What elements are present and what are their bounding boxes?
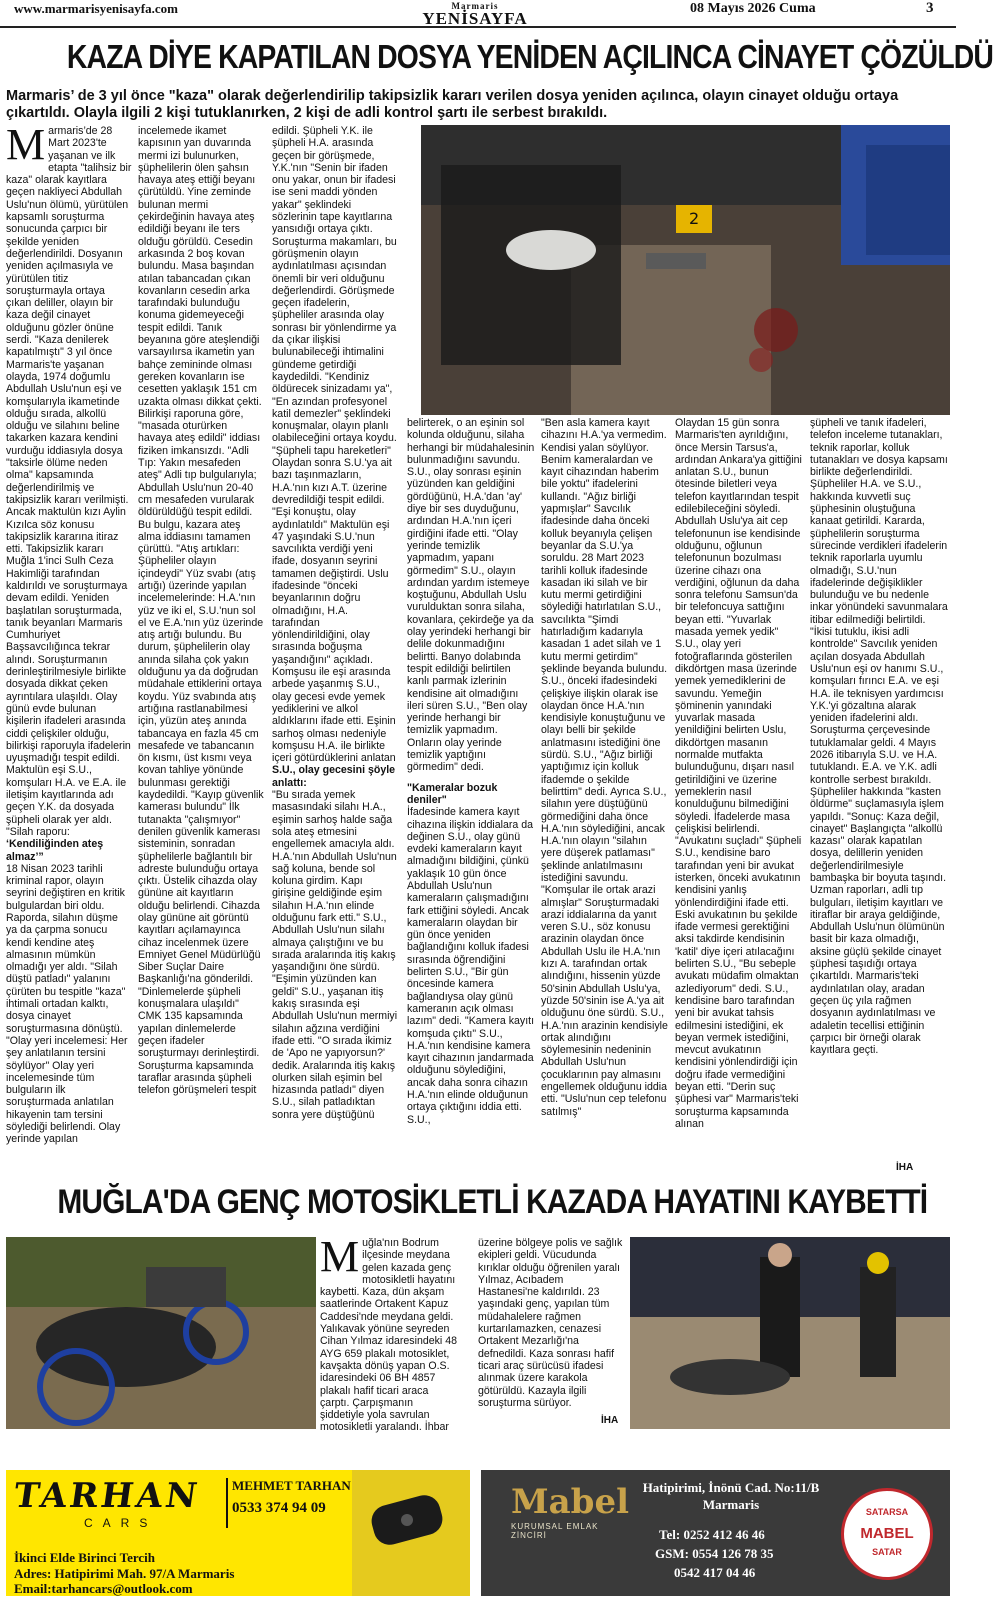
tarhan-phone[interactable]: 0533 374 94 09 bbox=[232, 1500, 326, 1516]
article1-col4b-text: İfadesinde kamera kayıt cihazına ilişkin iddialara da değinen S.U., olay günü evdeki kameraların kayıt almadığını bildiğini, çünkü yaklaşık 10 gün önce Abdullah Uslu'nun kameraların çalışmadığını fark ettiğini söyledi. Ancak kameraların olaydan bir gün önce yeniden bağlandığını kolluk ifadesi sırasında öğrendiğini belirten S.U., "Bir gün öncesinde kamera bağlandıysa olay günü kameranın açık olması lazım" dedi. "Kamera kayıtı komşuda çıktı" S.U., H.A.'nın kendisine kamera kayıt cihazının jandarmada olduğunu söylediğini, ancak daha sonra cihazın H.A.'nın elinde olduğunun ortaya çıktığını iddia etti. S.U., bbox=[407, 806, 535, 1126]
article1-column-6 bbox=[675, 417, 803, 1175]
crime-scene-photo bbox=[421, 125, 950, 415]
article1-col3b-text: "Bu sırada yemek masasındaki silahı H.A., eşimin sarhoş halde sağa sola ateş etmesini engellemek amacıyla aldı. H.A.'nın Abdullah Uslu'nun sağ koluna, bende sol koluna girdim. Kapı girişine geldiğinde eşim silahın H.A.'nın elinde olduğunu fark etti." S.U., Abdullah Uslu'nun silahı almaya çalıştığını ve bu sırada aralarında itiş kakış yaşandığını öne sürdü. "Eşimin yüzünden kan geldi" S.U., yaşanan itiş kakış sırasında eşi Abdullah Uslu'nun mermiyi silahın ağzına verdiğini ifade etti. "O sırada ikimiz de 'Apo ne yapıyorsun?' dedik. Aralarında itiş kakış olurken silah eşimin bel hizasında patladı" diyen S.U., silah patladıktan sonra yere düştüğünü bbox=[272, 789, 398, 1121]
article1-column-7 bbox=[810, 417, 950, 1162]
article1-column-2 bbox=[138, 125, 264, 1175]
mabel-logo bbox=[511, 1482, 631, 1540]
page-number: 3 bbox=[926, 0, 934, 16]
article1-col4-text: belirterek, o an eşinin sol kolunda olduğunu, silaha herhangi bir müdahalesinin bulunmadığını savundu. S.U., olay sonrası eşinin yüzünden kan geldiğini gördüğünü, H.A.'dan 'ay' diye bir ses duyduğunu, ardından H.A.'nın içeri girdiğini ifade etti. "Olay yerinde temizlik yapmadım, yapanı görmedim" S.U., olayın ardından yardım istemeye koştuğunu, Abdullah Uslu vurulduktan sonra silaha, kovanlara, çekirdeğe ya da olay yerindeki herhangi bir delile dokunmadığını belirtti. Banyo dolabında tespit edildiği belirtilen kanlı parmak izlerinin kendisine ait olmadığını ileri süren S.U., "Ben olay yerinde herhangi bir temizlik yapmadım. Onların olay yerinde temizlik yaptığını görmedim" dedi. bbox=[407, 417, 535, 774]
article2-column-1 bbox=[320, 1232, 458, 1434]
article1-col1-text: armaris’de 28 Mart 2023'te yaşanan ve ilk etapta "talihsiz bir kaza" olarak kayıtlara geçen nakliyeci Abdullah Uslu'nun ölümü, yürütülen kapsamlı soruşturma sonucunda çarpıcı bir şekilde yeniden değerlendirildi. Dosyanın yeniden açılmasıyla ve yürütülen titiz soruşturmayla ortaya çıkan deliller, olayın bir kaza değil cinayet olduğunu gözler önüne serdi. "Kaza denilerek kapatılmıştı" 3 yıl önce Marmaris'te yaşanan olayda, 1974 doğumlu Abdullah Uslu'nun eşi ve komşularıyla ikametinde olduğu sırada, alkollü olduğu ve silahını beline takarken kazara kendini vurduğu iddiasıyla dosya "taksirle ölüme neden olma" kapsamında değerlendirilmiş ve takipsizlik kararı verilmişti. Ancak maktulün kızı Aylin Kızılca söz konusu takipsizlik kararına itiraz etti. Takipsizlik kararı Muğla 1'inci Sulh Ceza Hakimliği tarafından kaldırıldı ve soruşturmaya devam edildi. Yeniden başlatılan soruşturmada, tanık beyanları Marmaris Cumhuriyet Başsavcılığınca tekrar alındı. Soruşturmanın derinleştirilmesiyle birlikte dosyada dikkat çeken ayrıntılara ulaşıldı. Olay günü evde bulunan kişilerin ifadeleri arasında ciddi çelişkiler olduğu, bilirkişi raporuyla ifadelerin uyuşmadığı tespit edildi. Maktulün eşi S.U., komşuları H.A. ve E.A. ile iletişim kayıtlarında adı geçen Y.K. da dosyada şüpheli olarak yer aldı. "Silah raporu: bbox=[6, 125, 132, 838]
masthead-title: YENİSAYFA bbox=[422, 9, 528, 28]
masthead-small: Marmaris bbox=[451, 1, 499, 11]
svg-text:2: 2 bbox=[689, 209, 700, 228]
mabel-tel[interactable]: Tel: 0252 412 46 46 bbox=[659, 1527, 765, 1542]
car-key-icon bbox=[352, 1470, 470, 1596]
mabel-address-1: Hatipirimi, İnönü Cad. No:11/B bbox=[642, 1480, 820, 1495]
motorcycle-crash-photo bbox=[6, 1237, 316, 1429]
mabel-gsm-2[interactable]: 0542 417 04 46 bbox=[674, 1565, 756, 1580]
drop-cap-2: M bbox=[320, 1232, 360, 1281]
article1-column-4 bbox=[407, 417, 535, 1175]
mabel-brand-sub: KURUMSAL EMLAK ZİNCİRİ bbox=[511, 1522, 599, 1540]
seal-bottom-text: SATAR bbox=[872, 1547, 902, 1557]
article1-subhead-1: ‘Kendiliğinden ateş almaz’” bbox=[6, 838, 104, 863]
tarhan-cars-ad[interactable] bbox=[6, 1470, 470, 1596]
tarhan-brand: TARHAN bbox=[11, 1476, 203, 1516]
article1-headline: KAZA DİYE KAPATILAN DOSYA YENİDEN AÇILINCA CİNAYET ÇÖZÜLDÜ bbox=[66, 38, 993, 75]
article1-subhead-3: "Kameralar bozuk deniler" bbox=[407, 781, 498, 806]
mabel-ad[interactable] bbox=[481, 1470, 950, 1596]
article1-col7-text: şüpheli ve tanık ifadeleri, telefon inceleme tutanakları, teknik raporlar, kolluk tutanakları ve dosya kapsamı birlikte değerlendirildi. Şüpheliler H.A. ve S.U., hakkında kuvvetli suç şüphesinin oluştuğuna kanaat getirildi. Kararda, şüphelilerin soruşturma sürecinde verdikleri ifadelerin teknik raporlarla uyumlu olmadığı, S.U.'nun ifadelerinde değişiklikler bulunduğu ve bu nedenle inkar yönündeki savunmalara itibar edilmediği belirtildi. "İkisi tutuklu, ikisi adli kontrolde" Savcılık yeniden açılan dosyada Abdullah Uslu'nun eşi ov hanımı S.U., komşuları fırıncı E.A. ve eşi H.A. ile teknisyen yardımcısı Y.K.'yi gözaltına alarak yeniden ifadelerini aldı. Soruşturma çerçevesinde tutuklamalar geldi. 4 Mayıs 2026 itibarıyla S.U. ve H.A. tutuklandı. E.A. ve Y.K. adli kontrolle serbest bırakıldı. Şüpheliler hakkında "kasten öldürme" suçlamasıyla işlem yapıldı. "Sonuç: Kaza değil, cinayet" Başlangıçta "alkollü kazası" olarak kapatılan dosya, delillerin yeniden değerlendirilmesiyle bambaşka bir boyuta taşındı. Uzman raporları, adli tıp bulguları, iletişim kayıtları ve itiraflar bir araya geldiğinde, Abdullah Uslu'nun ölümünün basit bir kaza olmadığı, aksine güçlü şekilde cinayet şüphesi taşıdığı ortaya çıkartıldı. Marmaris'teki aydınlatılan olay, aradan geçen üç yıla rağmen dosyanın aydınlatılması ve adaletin tecellisi ettiğinin çarpıcı bir örneği olarak kayıtlara geçti. bbox=[810, 417, 948, 1057]
site-url[interactable]: www.marmarisyenisayfa.com bbox=[14, 1, 178, 16]
tarhan-address: Adres: Hatipirimi Mah. 97/A Marmaris bbox=[14, 1566, 235, 1581]
article2-col2-text: üzerine bölgeye polis ve sağlık ekipleri geldi. Vücudunda kırıklar olduğu öğrenilen yaralı Yılmaz, Acıbadem Hastanesi'ne kaldırıldı. 23 yaşındaki genç, yapılan tüm müdahalelere rağmen kurtarılamazken, cenazesi Ortakent Mezarlığı'na defnedildi. Kaza sonrası hafif ticari araç sürücüsü ifadesi alınmak üzere karakola götürüldü. Kazayla ilgili soruşturma sürüyor. bbox=[478, 1237, 623, 1409]
article1-spot: Marmaris’ de 3 yıl önce "kaza" olarak değerlendirilip takipsizlik kararı verilen dosya yeniden açılınca, olayın cinayet olduğu ortaya çıkartıldı. Olayla ilgili 2 kişi tutuklanırken, 2 kişi de adli kontrol şartı ile serbest bırakıldı. bbox=[6, 88, 899, 121]
tarhan-logo bbox=[11, 1476, 214, 1530]
mabel-address-2: Marmaris bbox=[702, 1497, 760, 1512]
page-header bbox=[0, 0, 956, 28]
article1-subhead-2: S.U., olay gecesini şöyle anlattı: bbox=[272, 764, 396, 789]
seal-mid-text: MABEL bbox=[860, 1525, 914, 1542]
article2-column-2 bbox=[478, 1237, 624, 1412]
article1-column-5 bbox=[541, 417, 669, 1175]
article1-col6-text: Olaydan 15 gün sonra Marmaris'ten ayrıldığını, önce Mersin Tarsus'a, ardından Ankara'ya gittiğini anlatan S.U., bunun ötesinde biletleri veya telefon kayıtlarından tespit edilebileceğini söyledi. Abdullah Uslu'ya ait cep telefonunun ise kendisinde olduğunu, oğlunun telefonunun bozulması üzerine cihazı ona verdiğini, oğlunun da daha sonra telefonu Samsun'da bir telefoncuya sattığını beyan etti. "Yuvarlak masada yemek yedik" S.U., olay yeri fotoğraflarında gösterilen dikdörtgen masa üzerinde yemek yemediklerini de savundu. Yemeğin şöminenin yanındaki yuvarlak masada yenildiğini belirten Uslu, dikdörtgen masanın normalde mutfakta bulunduğunu, dışarı nasıl getirildiğini ve üzerine yemeklerin nasıl konulduğunu bilmediğini söyledi. İfadelerde masa çelişkisi belirlendi. "Avukatını suçladı" Şüpheli S.U., kendisine baro tarafından yeni bir avukat isterken, önceki avukatının kendisini yanlış yönlendirdiğini ifade etti. Eski avukatının bu şekilde ifade vermesi gerektiğini aksi takdirde kendisinin 'katil' diye içeri atılacağını belirten S.U., "Bu sebeple avukatı müdafim olmaktan azlediyorum" dedi. S.U., kendisine baro tarafından yeni bir avukat tahsis edilmesini istediğini, ek beyan vermek istediğini, mevcut avukatının kendisini yönlendirdiği için doğru ifade vermediğini beyan etti. "Derin suç şüphesi var" Marmaris'teki soruşturma kapsamında alınan bbox=[675, 417, 802, 1130]
mabel-gsm-1[interactable]: GSM: 0554 126 78 35 bbox=[655, 1546, 774, 1561]
drop-cap: M bbox=[6, 120, 46, 169]
masthead bbox=[400, 2, 550, 27]
tarhan-email[interactable]: Email:tarhancars@outlook.com bbox=[14, 1581, 193, 1596]
article1-col2-text: incelemede ikamet kapısının yan duvarında mermi izi bulunurken, şüphelilerin ölen şahsın havaya ateş ettiği beyanı çürütüldü. Yine zeminde bulunan mermi çekirdeğinin havaya ateş edildiği beyanı ile ters olduğu görüldü. Cesedin arkasında 2 boş kovan bulundu. Masa başından atılan tabancadan çıkan kovanların cesedin arka tarafındaki bulunduğu konuma gidemeyeceği tespit edildi. Tanık beyanına göre ateşlendiği varsayılırsa ikametin yan bahçe zemininde olması gereken kovanların ise cesetten yaklaşık 151 cm uzakta olması dikkat çekti. Bilirkişi raporuna göre, "masada oturürken havaya ateş edildi" iddiası fiziken imkansızdı. "Adli Tıp: Yakın mesafeden ateş" Adli tıp bulgularıyla; Abdullah Uslu'nun 20-40 cm mesafeden vurularak öldürüldüğü tespit edildi. Bu bulgu, kazara ateş alma iddiasını tamamen çürüttü. "Atış artıkları: Şüpheliler olayın içindeydi" Yüz svabı (atış artığı) üzerinde yapılan incelemelerinde: H.A.'nın yüz ve iki el, S.U.'nun sol el ve E.A.'nın yüz üzerinde atış artığı bulundu. Bu durum, şüphelilerin olay anında silaha çok yakın olduğunu ya da doğrudan müdahale ettiklerini ortaya koydu. Yüz svabında atış artığına rastlanabilmesi için, yüzün ateş anında tabancaya en fazla 45 cm mesafede ve tabancanın ön kısmı, üst kısmı veya kovan tahliye yönünde bulunması gerektiği kaydedildi. "Kayıp güvenlik kamerası bulundu" İlk tutanakta "çalışmıyor" denilen güvenlik kamerası sisteminin, sonradan şüphelilerle bağlantılı bir adreste bulunduğu ortaya çıktı. Üstelik cihazda olay gününe ait kayıtların olduğu belirlendi. Cihazda olay gününe ait görüntü kayıtları açılamayınca cihaz incelenmek üzere Emniyet Genel Müdürlüğü Siber Suçlar Daire Başkanlığı'na gönderildi. "Dinlemelerde şüpheli konuşmalara ulaşıldı" CMK 135 kapsamında yapılan dinlemelerde geçen ifadeler soruşturmayı derinleştirdi. Soruşturma kapsamında taraflar arasında şüpheli telefon görüşmeleri tespit bbox=[138, 125, 264, 1097]
tarhan-tagline: İkinci Elde Birinci Tercih bbox=[14, 1550, 155, 1565]
mabel-seal bbox=[841, 1488, 933, 1580]
article1-column-1 bbox=[6, 120, 132, 1175]
mabel-brand: Mabel bbox=[511, 1482, 629, 1522]
accident-scene-photo bbox=[630, 1237, 950, 1429]
seal-top-text: SATARSA bbox=[865, 1507, 909, 1517]
article2-headline: MUĞLA'DA GENÇ MOTOSİKLETLİ KAZADA HAYATINI KAYBETTİ bbox=[57, 1183, 928, 1221]
article2-col1-text: uğla'nın Bodrum ilçesinde meydana gelen kazada genç motosikletli hayatını kaybetti. Kaza, dün akşam saatlerinde Ortakent Kapuz Caddesi'nde meydana geldi. Yalıkavak yönüne seyreden Cihan Yılmaz idaresindeki 48 AYG 659 plakalı motosiklet, kavşakta dönüş yapan O.S. idaresindeki 06 BH 4857 plakalı hafif ticari araca çarptı. Çarpışmanın şiddetiyle yola savrulan motosikletli yaralandı. İhbar bbox=[320, 1237, 458, 1434]
tarhan-brand-sub: CARS bbox=[84, 1516, 158, 1530]
issue-date: 08 Mayıs 2026 Cuma bbox=[690, 1, 816, 16]
article1-col1b-text: 18 Nisan 2023 tarihli kriminal rapor, olayın seyrini değiştiren en kritik bulgulardan biri oldu. Raporda, silahın düşme ya da çarpma sonucu kendi kendine ateş almasının mümkün olmadığı yer aldı. "Silah düştü patladı" yalanını çürüten bu tespitle "kaza" ihtimali ortadan kalktı, dosya cinayet soruşturmasına dönüştü. "Olay yeri incelemesi: Her şey anlatılanın tersini söylüyor" Olay yeri incelemesinde tüm bulguların ilk soruşturmada anlatılan hikayenin tam tersini söylediği belirlendi. Olay yerinde yapılan bbox=[6, 862, 128, 1146]
article1-column-3 bbox=[272, 125, 398, 1175]
article2-credit: İHA bbox=[601, 1415, 619, 1426]
article1-col5-text: "Ben asla kamera kayıt cihazını H.A.'ya vermedim. Kendisi yalan söylüyor. Benim kameralardan ve kayıt cihazından haberim bile yoktu" ifadelerini kullandı. "Ağız birliği yapmışlar" Savcılık ifadesinde daha önceki kolluk beyanıyla çelişen beyanlar da S.U.'ya soruldu. 28 Mart 2023 tarihli kolluk ifadesinde kasadan iki silah ve bir kutu mermi getirdiğini söylediği hatırlatılan S.U., savcılıkta "Şimdi hatırladığım kadarıyla kasadan 1 adet silah ve 1 kutu mermi getirdim" şeklinde beyanda bulundu. S.U., önceki ifadesindeki çelişkiye ilişkin olarak ise olaydan önce H.A.'nın kendisiyle konuştuğunu ve olayı belli bir şekilde anlatmasını istediğini öne sürdü. S.U., "Ağız birliği yaptığımız için kolluk ifademde o şekilde belirttim" dedi. Ayrıca S.U., silahın yere düştüğünü görmediğini daha önce H.A.'nın söylediğini, ancak H.A.'nın olayın "silahın yere düşerek patlaması" şeklinde anlatılmasını istediğini savundu. "Komşular ile ortak arazi almışlar" Soruşturmadaki arazi iddialarına da yanıt veren S.U., söz konusu arazinin olaydan önce Abdullah Uslu ile H.A.'nın kızı A. tarafından ortak alındığını, hissenin yüzde 50'sinin Abdullah Uslu'ya, yüzde 50'sinin ise A.'ya ait olduğunu öne sürdü. S.U., H.A.'nın arazinin kendisiyle ortak alındığını söylemesinin nedeninin Abdullah Uslu'nun çocuklarının pay almasını engellemek olduğunu iddia etti. "Uslu'nun cep telefonu satılmış" bbox=[541, 417, 668, 1118]
article1-col3-text: edildi. Şüpheli Y.K. ile şüpheli H.A. arasında geçen bir görüşmede, Y.K.'nın "Senin bir ifaden onu yakar, onun bir ifadesi ise seni maddi yönden yakar" şeklindeki sözlerinin tape kayıtlarına yansıdığı ortaya çıktı. Soruşturma makamları, bu görüşmenin olayın aydınlatılması açısından önemli bir veri olduğunu değerlendirdi. Görüşmede geçen ifadelerin, şüpheliler arasında olay sonrası bir yönlendirme ya da çıkar ilişkisi bulunabileceği ihtimalini gündeme getirdiği kaydedildi. "Kendiniz öldürecek sinizadamı ya", "En azından profesyonel katil demezler" şeklindeki konuşmalar, olayın planlı olabileceğini ortaya koydu. "Şüpheli tapu hareketleri" Olaydan sonra S.U.'ya ait bazı taşınmazların, H.A.'nın kızı A.T. üzerine devredildiği tespit edildi. "Eşi konuştu, olay aydınlatıldı" Maktulün eşi 47 yaşındaki S.U.'nun savcılıkta verdiği yeni ifade, dosyanın seyrini tamamen değiştirdi. Uslu ifadesinde "önceki beyanlarının doğru olmadığını, H.A. tarafından yönlendirildiğini, olay sırasında boğuşma yaşandığını" açıkladı. Komşusu ile eşi arasında arbede yaşanmış S.U., olay gecesi evde yemek yediklerini ve alkol aldıklarını ifade etti. Eşinin sarhoş olması nedeniyle komşusu H.A. ile birlikte içeri götürdüklerini anlatan bbox=[272, 125, 397, 765]
article1-credit: İHA bbox=[896, 1162, 914, 1173]
tarhan-person: MEHMET TARHAN bbox=[232, 1478, 351, 1493]
